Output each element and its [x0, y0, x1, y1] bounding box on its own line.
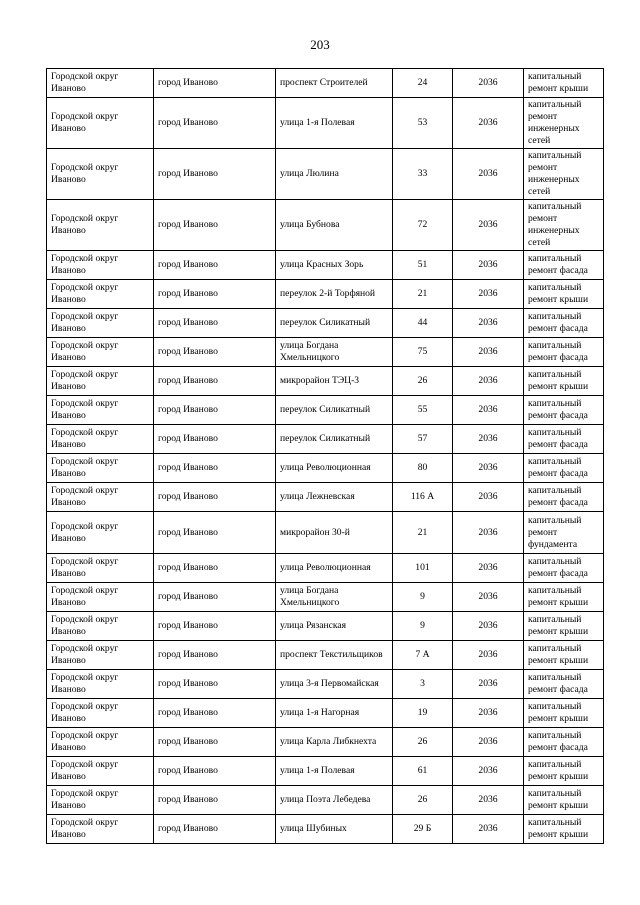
house-number-cell: 24 [393, 69, 453, 98]
municipality-cell: Городской округ Иваново [47, 612, 154, 641]
street-cell: улица Революционная [276, 454, 393, 483]
house-number-cell: 26 [393, 728, 453, 757]
house-number-cell: 29 Б [393, 815, 453, 844]
table-row [47, 425, 604, 454]
street-cell: улица Люлина [276, 149, 393, 200]
work-type-cell: капитальный ремонт крыши [524, 280, 604, 309]
street-cell: улица 1-я Полевая [276, 757, 393, 786]
table-row [47, 728, 604, 757]
year-cell: 2036 [453, 396, 524, 425]
work-type-cell: капитальный ремонт инженерных сетей [524, 200, 604, 251]
work-type-cell: капитальный ремонт фасада [524, 670, 604, 699]
year-cell: 2036 [453, 251, 524, 280]
table-row [47, 69, 604, 98]
work-type-cell: капитальный ремонт фасада [524, 338, 604, 367]
municipality-cell: Городской округ Иваново [47, 483, 154, 512]
house-number-cell: 51 [393, 251, 453, 280]
municipality-cell: Городской округ Иваново [47, 641, 154, 670]
year-cell: 2036 [453, 200, 524, 251]
year-cell: 2036 [453, 815, 524, 844]
municipality-cell: Городской округ Иваново [47, 815, 154, 844]
house-number-cell: 55 [393, 396, 453, 425]
year-cell: 2036 [453, 280, 524, 309]
work-type-cell: капитальный ремонт фасада [524, 728, 604, 757]
work-type-cell: капитальный ремонт крыши [524, 69, 604, 98]
street-cell: переулок Силикатный [276, 425, 393, 454]
municipality-cell: Городской округ Иваново [47, 670, 154, 699]
street-cell: микрорайон ТЭЦ-3 [276, 367, 393, 396]
settlement-cell: город Иваново [154, 251, 276, 280]
settlement-cell: город Иваново [154, 69, 276, 98]
settlement-cell: город Иваново [154, 309, 276, 338]
work-type-cell: капитальный ремонт фасада [524, 554, 604, 583]
year-cell: 2036 [453, 670, 524, 699]
settlement-cell: город Иваново [154, 583, 276, 612]
table-row [47, 815, 604, 844]
work-type-cell: капитальный ремонт инженерных сетей [524, 149, 604, 200]
settlement-cell: город Иваново [154, 483, 276, 512]
municipality-cell: Городской округ Иваново [47, 728, 154, 757]
work-type-cell: капитальный ремонт фасада [524, 309, 604, 338]
work-type-cell: капитальный ремонт фасада [524, 454, 604, 483]
work-type-cell: капитальный ремонт фундамента [524, 512, 604, 554]
house-number-cell: 75 [393, 338, 453, 367]
settlement-cell: город Иваново [154, 367, 276, 396]
street-cell: улица Рязанская [276, 612, 393, 641]
work-type-cell: капитальный ремонт крыши [524, 641, 604, 670]
registry-table-body [47, 69, 604, 844]
table-row [47, 786, 604, 815]
work-type-cell: капитальный ремонт крыши [524, 757, 604, 786]
municipality-cell: Городской округ Иваново [47, 251, 154, 280]
year-cell: 2036 [453, 699, 524, 728]
house-number-cell: 26 [393, 786, 453, 815]
settlement-cell: город Иваново [154, 641, 276, 670]
settlement-cell: город Иваново [154, 454, 276, 483]
house-number-cell: 26 [393, 367, 453, 396]
municipality-cell: Городской округ Иваново [47, 149, 154, 200]
year-cell: 2036 [453, 612, 524, 641]
street-cell: переулок 2-й Торфяной [276, 280, 393, 309]
settlement-cell: город Иваново [154, 757, 276, 786]
settlement-cell: город Иваново [154, 396, 276, 425]
table-row [47, 396, 604, 425]
street-cell: улица 1-я Полевая [276, 98, 393, 149]
municipality-cell: Городской округ Иваново [47, 583, 154, 612]
year-cell: 2036 [453, 483, 524, 512]
house-number-cell: 53 [393, 98, 453, 149]
work-type-cell: капитальный ремонт фасада [524, 396, 604, 425]
year-cell: 2036 [453, 512, 524, 554]
house-number-cell: 9 [393, 612, 453, 641]
work-type-cell: капитальный ремонт фасада [524, 483, 604, 512]
settlement-cell: город Иваново [154, 425, 276, 454]
table-row [47, 554, 604, 583]
settlement-cell: город Иваново [154, 786, 276, 815]
year-cell: 2036 [453, 149, 524, 200]
street-cell: улица 3-я Первомайская [276, 670, 393, 699]
work-type-cell: капитальный ремонт фасада [524, 425, 604, 454]
street-cell: проспект Строителей [276, 69, 393, 98]
table-row [47, 149, 604, 200]
table-row [47, 612, 604, 641]
municipality-cell: Городской округ Иваново [47, 69, 154, 98]
year-cell: 2036 [453, 554, 524, 583]
table-row [47, 200, 604, 251]
municipality-cell: Городской округ Иваново [47, 699, 154, 728]
house-number-cell: 61 [393, 757, 453, 786]
work-type-cell: капитальный ремонт крыши [524, 786, 604, 815]
street-cell: улица 1-я Нагорная [276, 699, 393, 728]
work-type-cell: капитальный ремонт фасада [524, 251, 604, 280]
year-cell: 2036 [453, 583, 524, 612]
year-cell: 2036 [453, 728, 524, 757]
year-cell: 2036 [453, 641, 524, 670]
municipality-cell: Городской округ Иваново [47, 757, 154, 786]
street-cell: переулок Силикатный [276, 309, 393, 338]
settlement-cell: город Иваново [154, 149, 276, 200]
house-number-cell: 21 [393, 280, 453, 309]
settlement-cell: город Иваново [154, 200, 276, 251]
street-cell: улица Карла Либкнехта [276, 728, 393, 757]
house-number-cell: 3 [393, 670, 453, 699]
street-cell: улица Революционная [276, 554, 393, 583]
work-type-cell: капитальный ремонт крыши [524, 583, 604, 612]
table-row [47, 483, 604, 512]
house-number-cell: 33 [393, 149, 453, 200]
street-cell: улица Лежневская [276, 483, 393, 512]
work-type-cell: капитальный ремонт крыши [524, 699, 604, 728]
street-cell: микрорайон 30-й [276, 512, 393, 554]
house-number-cell: 101 [393, 554, 453, 583]
municipality-cell: Городской округ Иваново [47, 367, 154, 396]
street-cell: улица Богдана Хмельницкого [276, 583, 393, 612]
table-row [47, 98, 604, 149]
table-row [47, 367, 604, 396]
year-cell: 2036 [453, 786, 524, 815]
table-row [47, 454, 604, 483]
house-number-cell: 72 [393, 200, 453, 251]
settlement-cell: город Иваново [154, 728, 276, 757]
table-row [47, 338, 604, 367]
house-number-cell: 21 [393, 512, 453, 554]
year-cell: 2036 [453, 338, 524, 367]
table-row [47, 309, 604, 338]
municipality-cell: Городской округ Иваново [47, 200, 154, 251]
house-number-cell: 19 [393, 699, 453, 728]
municipality-cell: Городской округ Иваново [47, 98, 154, 149]
settlement-cell: город Иваново [154, 815, 276, 844]
street-cell: улица Богдана Хмельницкого [276, 338, 393, 367]
street-cell: улица Бубнова [276, 200, 393, 251]
table-row [47, 280, 604, 309]
municipality-cell: Городской округ Иваново [47, 512, 154, 554]
house-number-cell: 9 [393, 583, 453, 612]
settlement-cell: город Иваново [154, 699, 276, 728]
street-cell: улица Шубиных [276, 815, 393, 844]
table-row [47, 251, 604, 280]
year-cell: 2036 [453, 425, 524, 454]
table-row [47, 699, 604, 728]
year-cell: 2036 [453, 69, 524, 98]
municipality-cell: Городской округ Иваново [47, 554, 154, 583]
work-type-cell: капитальный ремонт крыши [524, 612, 604, 641]
house-number-cell: 116 А [393, 483, 453, 512]
municipality-cell: Городской округ Иваново [47, 280, 154, 309]
year-cell: 2036 [453, 98, 524, 149]
municipality-cell: Городской округ Иваново [47, 786, 154, 815]
year-cell: 2036 [453, 309, 524, 338]
registry-table [46, 68, 604, 844]
settlement-cell: город Иваново [154, 512, 276, 554]
table-row [47, 512, 604, 554]
settlement-cell: город Иваново [154, 338, 276, 367]
municipality-cell: Городской округ Иваново [47, 454, 154, 483]
page-number: 203 [310, 37, 330, 52]
settlement-cell: город Иваново [154, 280, 276, 309]
municipality-cell: Городской округ Иваново [47, 396, 154, 425]
house-number-cell: 57 [393, 425, 453, 454]
year-cell: 2036 [453, 757, 524, 786]
work-type-cell: капитальный ремонт инженерных сетей [524, 98, 604, 149]
house-number-cell: 7 А [393, 641, 453, 670]
work-type-cell: капитальный ремонт крыши [524, 367, 604, 396]
table-row [47, 757, 604, 786]
settlement-cell: город Иваново [154, 98, 276, 149]
year-cell: 2036 [453, 367, 524, 396]
table-row [47, 583, 604, 612]
municipality-cell: Городской округ Иваново [47, 425, 154, 454]
street-cell: улица Красных Зорь [276, 251, 393, 280]
settlement-cell: город Иваново [154, 612, 276, 641]
house-number-cell: 44 [393, 309, 453, 338]
house-number-cell: 80 [393, 454, 453, 483]
work-type-cell: капитальный ремонт крыши [524, 815, 604, 844]
year-cell: 2036 [453, 454, 524, 483]
settlement-cell: город Иваново [154, 554, 276, 583]
street-cell: улица Поэта Лебедева [276, 786, 393, 815]
municipality-cell: Городской округ Иваново [47, 338, 154, 367]
street-cell: проспект Текстильщиков [276, 641, 393, 670]
street-cell: переулок Силикатный [276, 396, 393, 425]
table-row [47, 641, 604, 670]
municipality-cell: Городской округ Иваново [47, 309, 154, 338]
settlement-cell: город Иваново [154, 670, 276, 699]
table-row [47, 670, 604, 699]
